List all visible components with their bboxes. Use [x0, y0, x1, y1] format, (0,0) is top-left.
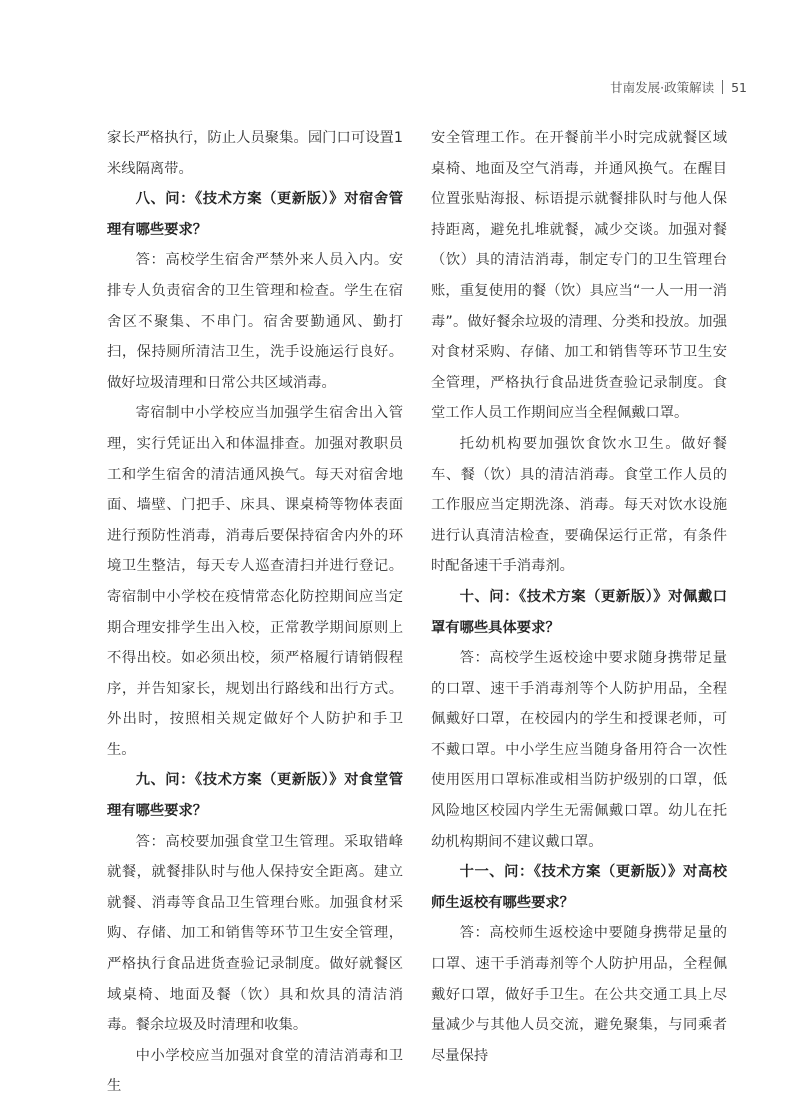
- body-paragraph: 寄宿制中小学校应当加强学生宿舍出入管理，实行凭证出入和体温排查。加强对教职员工和学生宿舍的清洁通风换气。每天对宿舍地面、墙壁、门把手、床具、课桌椅等物体表面进行预防性消毒，消毒后要保持宿舍内外的环境卫生整洁，每天专人巡查清扫并进行登记。寄宿制中小学校在疫情常态化防控期间应当定期合理安排学生出入校，正常教学期间原则上不得出校。如必须出校，须严格履行请销假程序，并告知家长，规划出行路线和出行方式。外出时，按照相关规定做好个人防护和手卫生。: [107, 405, 403, 758]
- header-divider: [722, 80, 723, 94]
- question-heading-10: 十、问：《技术方案（更新版）》对佩戴口罩有哪些具体要求？: [431, 588, 727, 636]
- body-paragraph: 托幼机构要加强饮食饮水卫生。做好餐车、餐（饮）具的清洁消毒。食堂工作人员的工作服应当定期洗涤、消毒。每天对饮水设施进行认真清洁检查，要确保运行正常，有条件时配备速干手消毒剂。: [431, 435, 727, 575]
- answer-paragraph: 答：高校学生返校途中要求随身携带足量的口罩、速干手消毒剂等个人防护用品，全程佩戴好口罩，在校园内的学生和授课老师，可不戴口罩。中小学生应当随身备用符合一次性使用医用口罩标准或相当防护级别的口罩，低风险地区校园内学生无需佩戴口罩。幼儿在托幼机构期间不建议戴口罩。: [431, 650, 727, 850]
- question-heading-9: 九、问：《技术方案（更新版）》对食堂管理有哪些要求？: [107, 772, 403, 820]
- running-header: [610, 78, 747, 96]
- body-paragraph: 中小学校应当加强对食堂的清洁消毒和卫生: [107, 1047, 403, 1095]
- paragraph-continued: 家长严格执行，防止人员聚集。园门口可设置1米线隔离带。: [107, 130, 403, 177]
- question-heading-11: 十一、问：《技术方案（更新版）》对高校师生返校有哪些要求？: [431, 864, 727, 911]
- question-heading-8: 八、问：《技术方案（更新版）》对宿舍管理有哪些要求？: [107, 191, 403, 238]
- journal-section-title: 甘南发展·政策解读: [610, 80, 715, 95]
- page-number: 51: [731, 79, 747, 95]
- answer-paragraph: 答：高校要加强食堂卫生管理。采取错峰就餐，就餐排队时与他人保持安全距离。建立就餐、消毒等食品卫生管理台账。加强食材采购、存储、加工和销售等环节卫生安全管理，严格执行食品进货查验记录制度。做好就餐区域桌椅、地面及餐（饮）具和炊具的清洁消毒。餐余垃圾及时清理和收集。: [107, 833, 403, 1034]
- answer-paragraph: 答：高校学生宿舍严禁外来人员入内。安排专人负责宿舍的卫生管理和检查。学生在宿舍区不聚集、不串门。宿舍要勤通风、勤打扫，保持厕所清洁卫生，洗手设施运行良好。做好垃圾清理和日常公共区域消毒。: [107, 252, 403, 391]
- right-column: [431, 123, 727, 1071]
- left-column: [107, 123, 403, 1102]
- answer-paragraph: 答：高校师生返校途中要随身携带足量的口罩、速干手消毒剂等个人防护用品，全程佩戴好口罩，做好手卫生。在公共交通工具上尽量减少与其他人员交流，避免聚集，与同乘者尽量保持: [431, 925, 727, 1064]
- paragraph-continued: 安全管理工作。在开餐前半小时完成就餐区域桌椅、地面及空气消毒，并通风换气。在醒目位置张贴海报、标语提示就餐排队时与他人保持距离，避免扎堆就餐，减少交谈。加强对餐（饮）具的清洁消毒，制定专门的卫生管理台账，重复使用的餐（饮）具应当“一人一用一消毒”。做好餐余垃圾的清理、分类和投放。加强对食材采购、存储、加工和销售等环节卫生安全管理，严格执行食品进货查验记录制度。食堂工作人员工作期间应当全程佩戴口罩。: [431, 130, 727, 422]
